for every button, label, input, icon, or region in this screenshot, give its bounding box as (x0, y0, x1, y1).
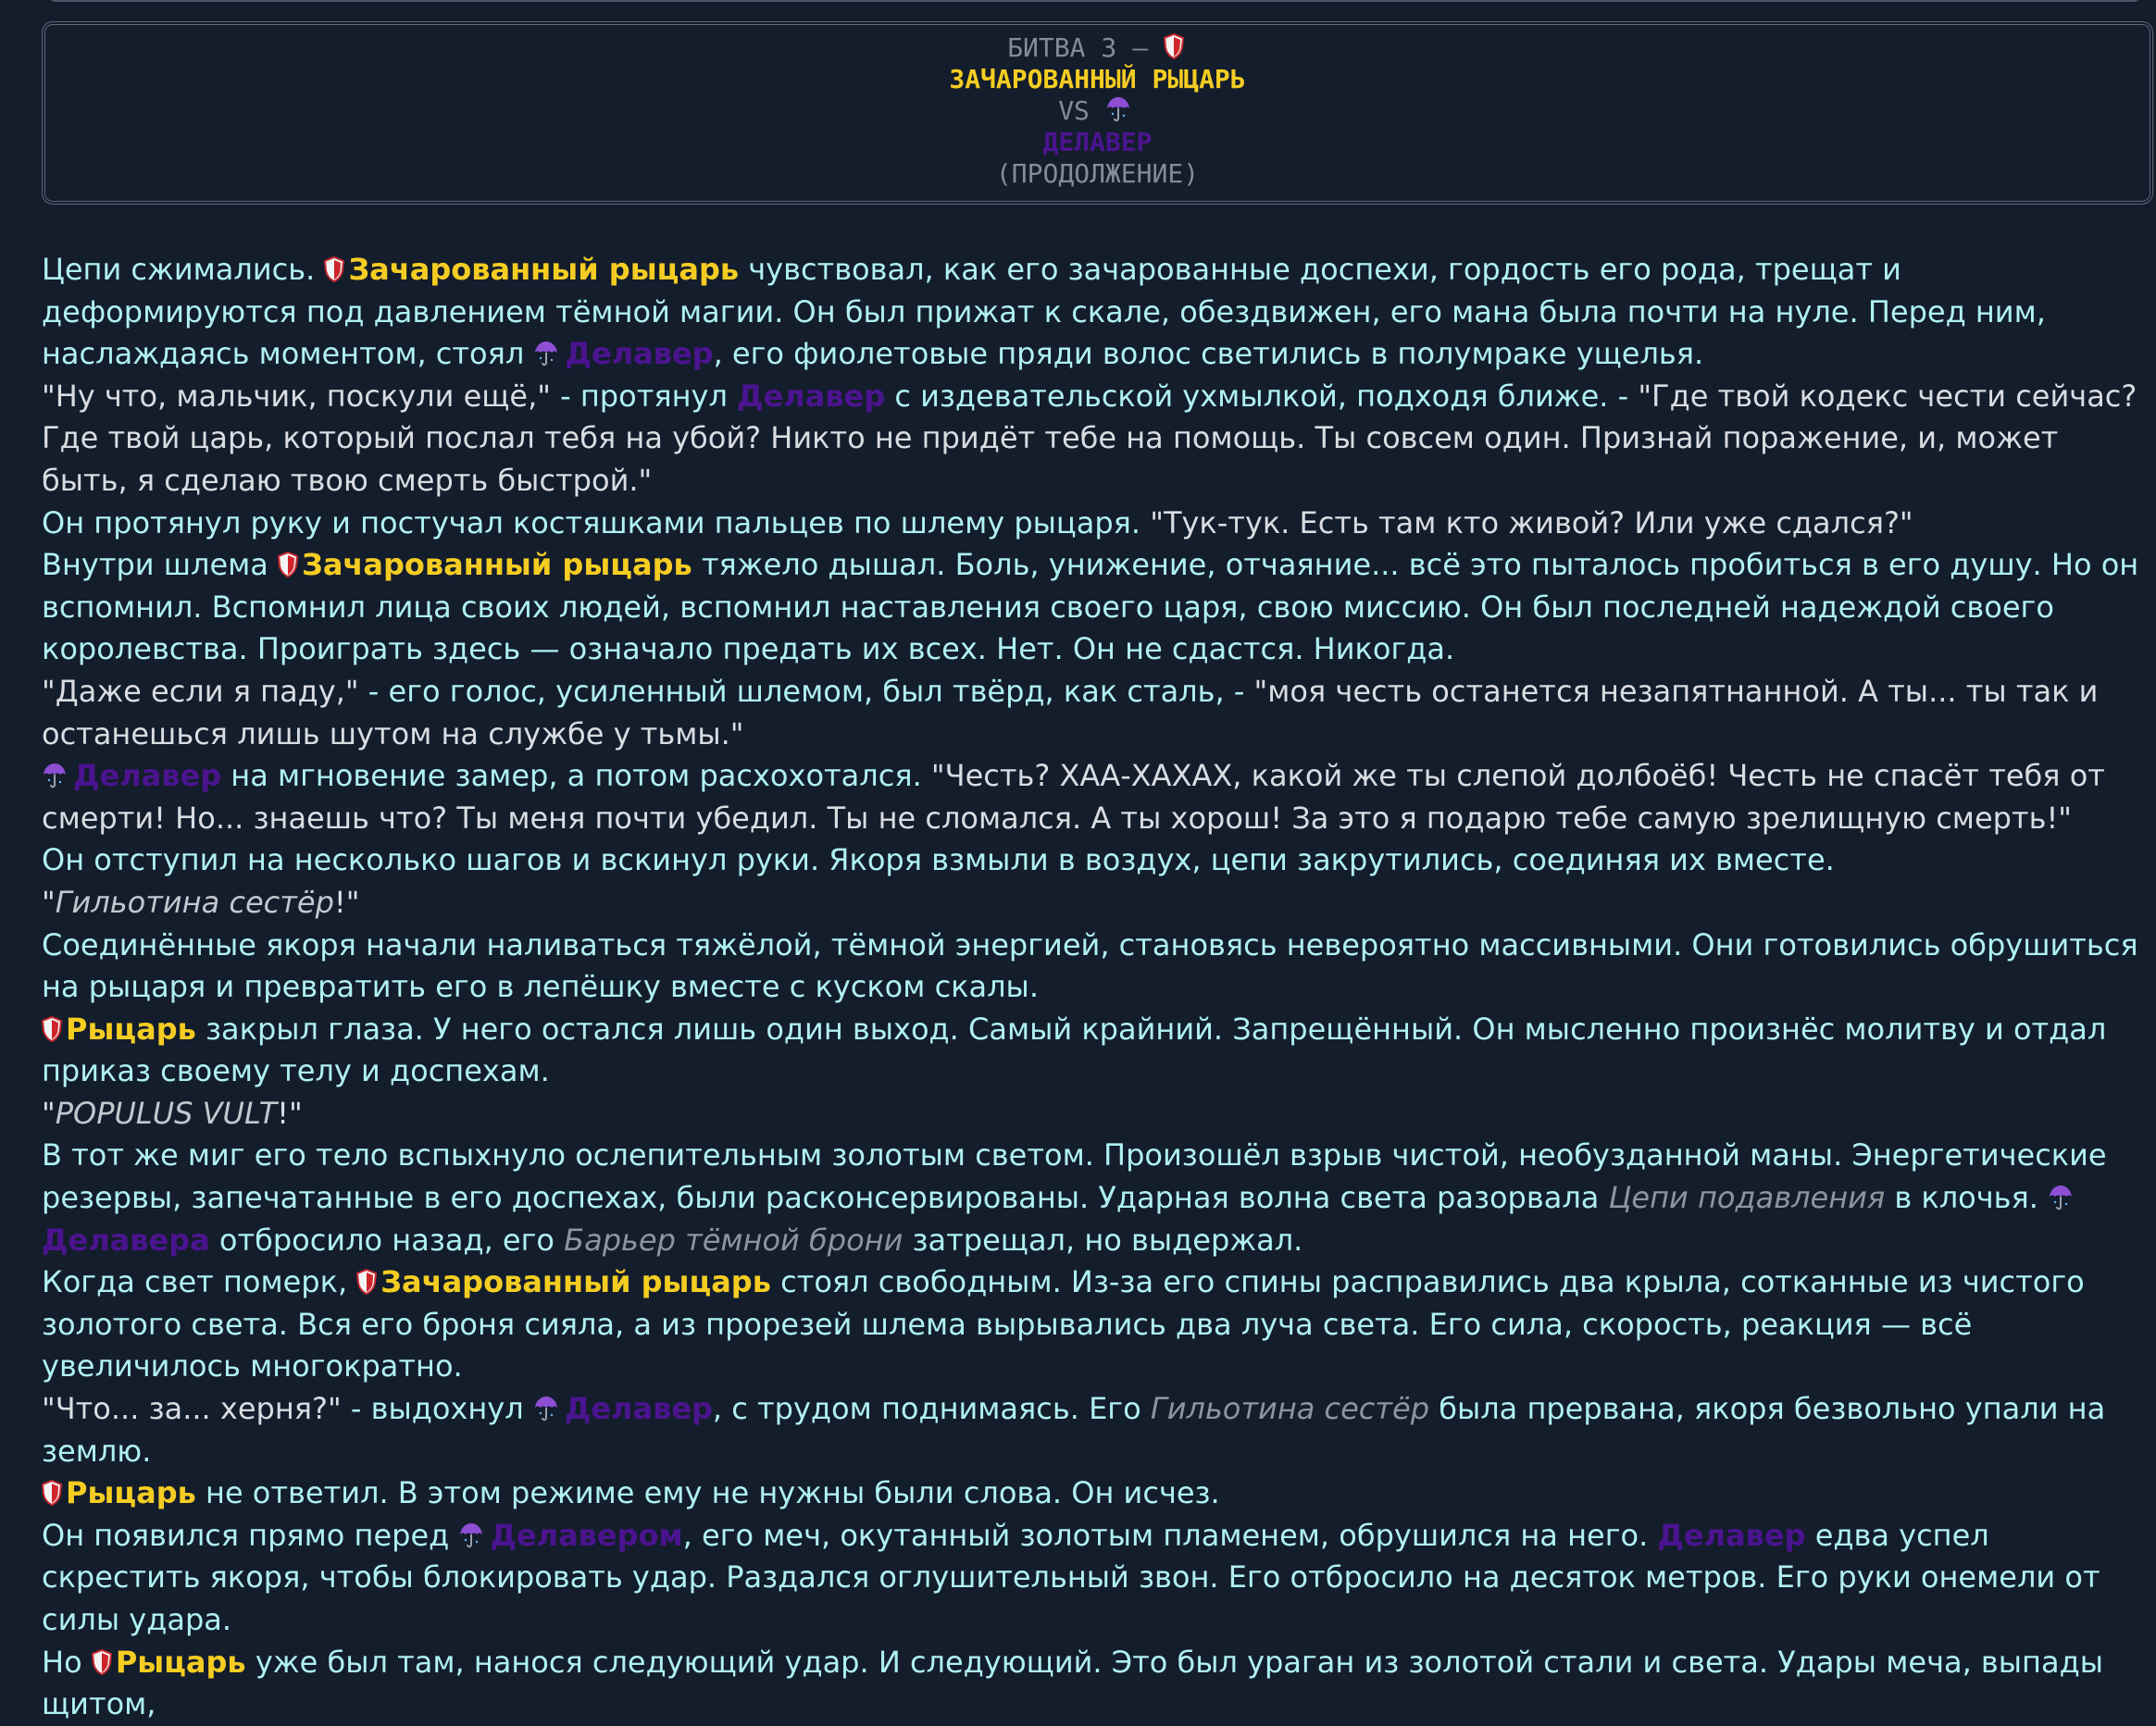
delaver-name: Делавер (1657, 1517, 1806, 1553)
umbrella-icon (42, 762, 68, 789)
quote-mark: !" (277, 1095, 303, 1131)
paragraph (42, 1472, 2152, 1515)
narration: в клочья. (1885, 1180, 2049, 1216)
umbrella-icon (533, 1395, 559, 1422)
narration: , его фиолетовые пряди волос светились в полумраке ущелья. (713, 336, 1704, 372)
narration: Он появился прямо перед (42, 1517, 459, 1553)
paragraph (42, 1135, 2152, 1261)
paragraph (42, 1009, 2152, 1093)
battle-title-line (45, 32, 2150, 64)
paragraph (42, 671, 2152, 755)
knight-name: Зачарованный рыцарь (302, 547, 692, 583)
narration: Внутри шлема (42, 547, 279, 583)
umbrella-icon (1105, 95, 1131, 123)
knight-name-header: ЗАЧАРОВАННЫЙ РЫЦАРЬ (949, 64, 1246, 94)
shield-icon (324, 256, 344, 282)
narration: на мгновение замер, а потом расхохотался. (221, 758, 931, 794)
dialogue: "моя честь останется незапятнанной. А ты... ты так и останешься лишь шутом на службе у тьмы." (42, 673, 2099, 751)
paragraph (42, 1261, 2152, 1388)
skill-name: Барьер тёмной брони (564, 1222, 904, 1258)
delaver-name: Делавер (564, 1391, 713, 1427)
quote-mark: " (42, 1095, 56, 1131)
delaver-name: Делавером (490, 1517, 683, 1553)
dialogue: "Что... за... херня?" (42, 1391, 342, 1427)
delaver-name: Делавер (737, 378, 886, 414)
narration: тяжело дышал. Боль, унижение, отчаяние... всё это пыталось пробиться в его душу. Но он вспомнил. Вспомнил лица своих людей, вспомнил наставления своего царя, свою миссию. Он был последней надеждой своего королевства. Проиграть здесь — означало предать их всех. Нет. Он не сдастся. Никогда. (42, 547, 2139, 667)
shield-icon (42, 1480, 62, 1506)
quote-mark: !" (333, 884, 360, 920)
dialogue: "Даже если я паду," (42, 673, 359, 709)
battle-label: БИТВА 3 – (1007, 32, 1148, 63)
narration: Но (42, 1644, 92, 1680)
shield-icon (356, 1269, 377, 1295)
paragraph (42, 839, 2152, 882)
paragraph (42, 503, 2152, 545)
narration: чувствовал, как его зачарованные доспехи, гордость его рода, трещат и деформируются под давлением тёмной магии. Он был прижат к скале, обездвижен, его мана была почти на нуле. Перед ним, наслаждаясь моментом, стоял (42, 252, 2046, 372)
shield-icon (278, 552, 298, 577)
shield-icon (42, 1016, 62, 1042)
narration: Он протянул руку и постучал костяшками пальцев по шлему рыцаря. (42, 504, 1151, 540)
paragraph (42, 882, 2152, 925)
narration: , его меч, окутанный золотым пламенем, обрушился на него. (682, 1517, 1658, 1553)
story-text (42, 249, 2152, 1726)
narration: Цепи сжимались. (42, 252, 325, 287)
previous-panel-edge (48, 0, 2141, 2)
narration: стоял свободным. Из-за его спины расправились два крыла, сотканные из чистого золотого света. Вся его броня сияла, а из прорезей шлема вырывались два луча света. Его сила, скорость, реакция — всё увеличилось многократно. (42, 1264, 2085, 1385)
knight-name: Рыцарь (66, 1011, 196, 1047)
narration: уже был там, нанося следующий удар. И следующий. Это был ураган из золотой стали и света. Удары меча, выпады щитом, (42, 1644, 2103, 1722)
narration: В тот же миг его тело вспыхнуло ослепительным золотым светом. Произошёл взрыв чистой, необузданной маны. Энергетические резервы, запечатанные в его доспехах, были расконсервированы. Ударная волна света разорвала (42, 1137, 2107, 1216)
delaver-name: Делавера (42, 1222, 210, 1258)
delaver-name: Делавер (73, 758, 222, 794)
knight-name: Рыцарь (66, 1475, 196, 1511)
paragraph (42, 249, 2152, 376)
narration: с издевательской ухмылкой, подходя ближе. - (885, 378, 1639, 414)
skill-name: POPULUS VULT (55, 1095, 278, 1131)
delaver-name-header: ДЕЛАВЕР (1042, 127, 1153, 157)
narration: отбросило назад, его (209, 1222, 565, 1258)
shield-icon (92, 1649, 112, 1675)
dialogue: "Честь? ХАА-ХАХАХ, какой же ты слепой долбоёб! Честь не спасёт тебя от смерти! Но... знаешь что? Ты меня почти убедил. Ты не сломался. А ты хорош! За это я подарю тебе самую зрелищную смерть!" (42, 758, 2105, 836)
knight-name: Зачарованный рыцарь (380, 1264, 771, 1300)
paragraph (42, 925, 2152, 1009)
umbrella-icon (458, 1521, 484, 1549)
narration: , с трудом поднимаясь. Его (712, 1391, 1151, 1427)
dialogue: "Где твой кодекс чести сейчас? Где твой царь, который послал тебя на убой? Никто не придёт тебе на помощь. Ты совсем один. Признай поражение, и, может быть, я сделаю твою смерть быстрой." (42, 378, 2137, 498)
paragraph (42, 1642, 2152, 1726)
dialogue: "Тук-тук. Есть там кто живой? Или уже сдался?" (1150, 504, 1913, 540)
narration: была прервана, якоря безвольно упали на землю. (42, 1391, 2106, 1469)
dialogue: "Ну что, мальчик, поскули ещё," (42, 378, 551, 414)
vs-label: VS (1058, 95, 1090, 126)
skill-name: Гильотина сестёр (1150, 1391, 1430, 1427)
knight-name: Рыцарь (115, 1644, 246, 1680)
narration: Когда свет померк, (42, 1264, 357, 1300)
umbrella-icon (2048, 1184, 2074, 1211)
delaver-name: Делавер (565, 336, 714, 372)
narration: закрыл глаза. У него остался лишь один выход. Самый крайний. Запрещённый. Он мысленно произнёс молитву и отдал приказ своему телу и доспехам. (42, 1011, 2107, 1089)
paragraph (42, 1388, 2152, 1472)
narration: не ответил. В этом режиме ему не нужны были слова. Он исчез. (195, 1475, 1220, 1511)
knight-name: Зачарованный рыцарь (348, 252, 740, 287)
narration: едва успел скрестить якоря, чтобы блокировать удар. Раздался оглушительный звон. Его отбросило на десяток метров. Его руки онемели от силы удара. (42, 1517, 2100, 1637)
narration: - его голос, усиленный шлемом, был твёрд, как сталь, - (358, 673, 1254, 709)
paragraph (42, 376, 2152, 503)
umbrella-icon (533, 340, 559, 367)
battle-header-panel (42, 21, 2153, 205)
narration: - протянул (550, 378, 738, 414)
narration: - выдохнул (341, 1391, 533, 1427)
narration: Соединённые якоря начали наливаться тяжёлой, тёмной энергией, становясь невероятно массивными. Они готовились обрушиться на рыцаря и превратить его в лепёшку вместе с куском скалы. (42, 926, 2138, 1005)
narration: Он отступил на несколько шагов и вскинул руки. Якоря взмыли в воздух, цепи закрутились, соединяя их вместе. (42, 842, 1835, 878)
shield-icon (1164, 33, 1184, 59)
skill-name: Гильотина сестёр (55, 884, 334, 920)
paragraph (42, 755, 2152, 839)
paragraph (42, 1093, 2152, 1136)
skill-name: Цепи подавления (1608, 1180, 1886, 1216)
paragraph (42, 1515, 2152, 1642)
continuation-label: (ПРОДОЛЖЕНИЕ) (995, 158, 1200, 189)
quote-mark: " (42, 884, 56, 920)
narration: затрещал, но выдержал. (903, 1222, 1303, 1258)
paragraph (42, 544, 2152, 671)
vs-line (45, 95, 2150, 127)
